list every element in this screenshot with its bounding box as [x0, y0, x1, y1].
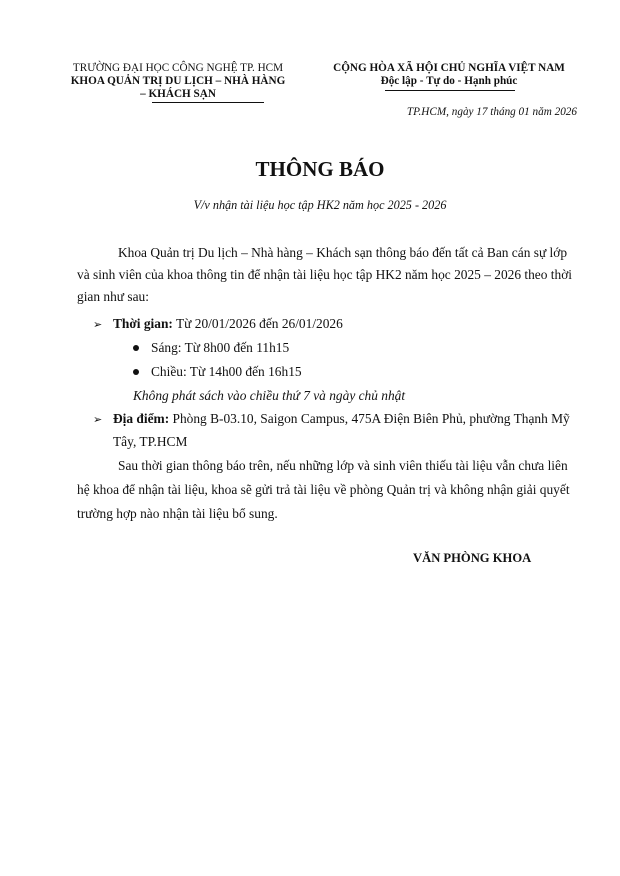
time-item [93, 313, 343, 336]
session-morning-text: Sáng: Từ 8h00 đến 11h15 [151, 340, 290, 355]
session-afternoon-text: Chiều: Từ 14h00 đến 16h15 [151, 364, 302, 379]
location-label: Địa điểm: [113, 411, 170, 426]
closing-line-2: hệ khoa để nhận tài liệu, khoa sẽ gửi trả tài liệu về phòng Quản trị và không nhận giải quyết [77, 482, 570, 497]
document-subtitle: V/v nhận tài liệu học tập HK2 năm học 2025 - 2026 [193, 198, 447, 212]
date-line: TP.HCM, ngày 17 tháng 01 năm 2026 [406, 106, 577, 118]
signature-block: VĂN PHÒNG KHOA [413, 551, 532, 565]
arrow-bullet-icon: ➢ [93, 413, 103, 426]
intro-line-2: và sinh viên của khoa thông tin để nhận tài liệu học tập HK2 năm học 2025 – 2026 theo thời [77, 267, 572, 282]
intro-line-3: gian như sau: [77, 289, 149, 304]
time-label: Thời gian: [113, 316, 173, 331]
header-right-underline [385, 90, 515, 91]
national-title: CỘNG HÒA XÃ HỘI CHỦ NGHĨA VIỆT NAM [333, 62, 565, 74]
session-afternoon [133, 361, 302, 383]
faculty-name: KHOA QUẢN TRỊ DU LỊCH – NHÀ HÀNG [70, 75, 286, 87]
location-item [93, 408, 570, 431]
bullet-icon [133, 345, 139, 351]
location-value: Phòng B-03.10, Saigon Campus, 475A Điện Biên Phủ, phường Thạnh Mỹ [169, 411, 570, 426]
university-name: TRƯỜNG ĐẠI HỌC CÔNG NGHỆ TP. HCM [72, 62, 284, 74]
intro-line-1: Khoa Quản trị Du lịch – Nhà hàng – Khách sạn thông báo đến tất cả Ban cán sự lớp [118, 245, 568, 260]
document-title: THÔNG BÁO [255, 157, 385, 181]
arrow-bullet-icon: ➢ [93, 318, 103, 331]
time-note: Không phát sách vào chiều thứ 7 và ngày chủ nhật [133, 388, 406, 403]
session-morning [133, 337, 289, 359]
bullet-icon [133, 369, 139, 375]
time-value: Từ 20/01/2026 đến 26/01/2026 [172, 316, 343, 331]
closing-line-1: Sau thời gian thông báo trên, nếu những lớp và sinh viên thiếu tài liệu vẫn chưa liên [118, 458, 568, 473]
national-motto: Độc lập - Tự do - Hạnh phúc [380, 75, 518, 87]
closing-line-3: trường hợp nào nhận tài liệu bổ sung. [77, 506, 278, 521]
header-left-underline [152, 102, 264, 103]
faculty-name-cont: – KHÁCH SẠN [140, 88, 216, 100]
location-value-cont: Tây, TP.HCM [113, 434, 188, 449]
